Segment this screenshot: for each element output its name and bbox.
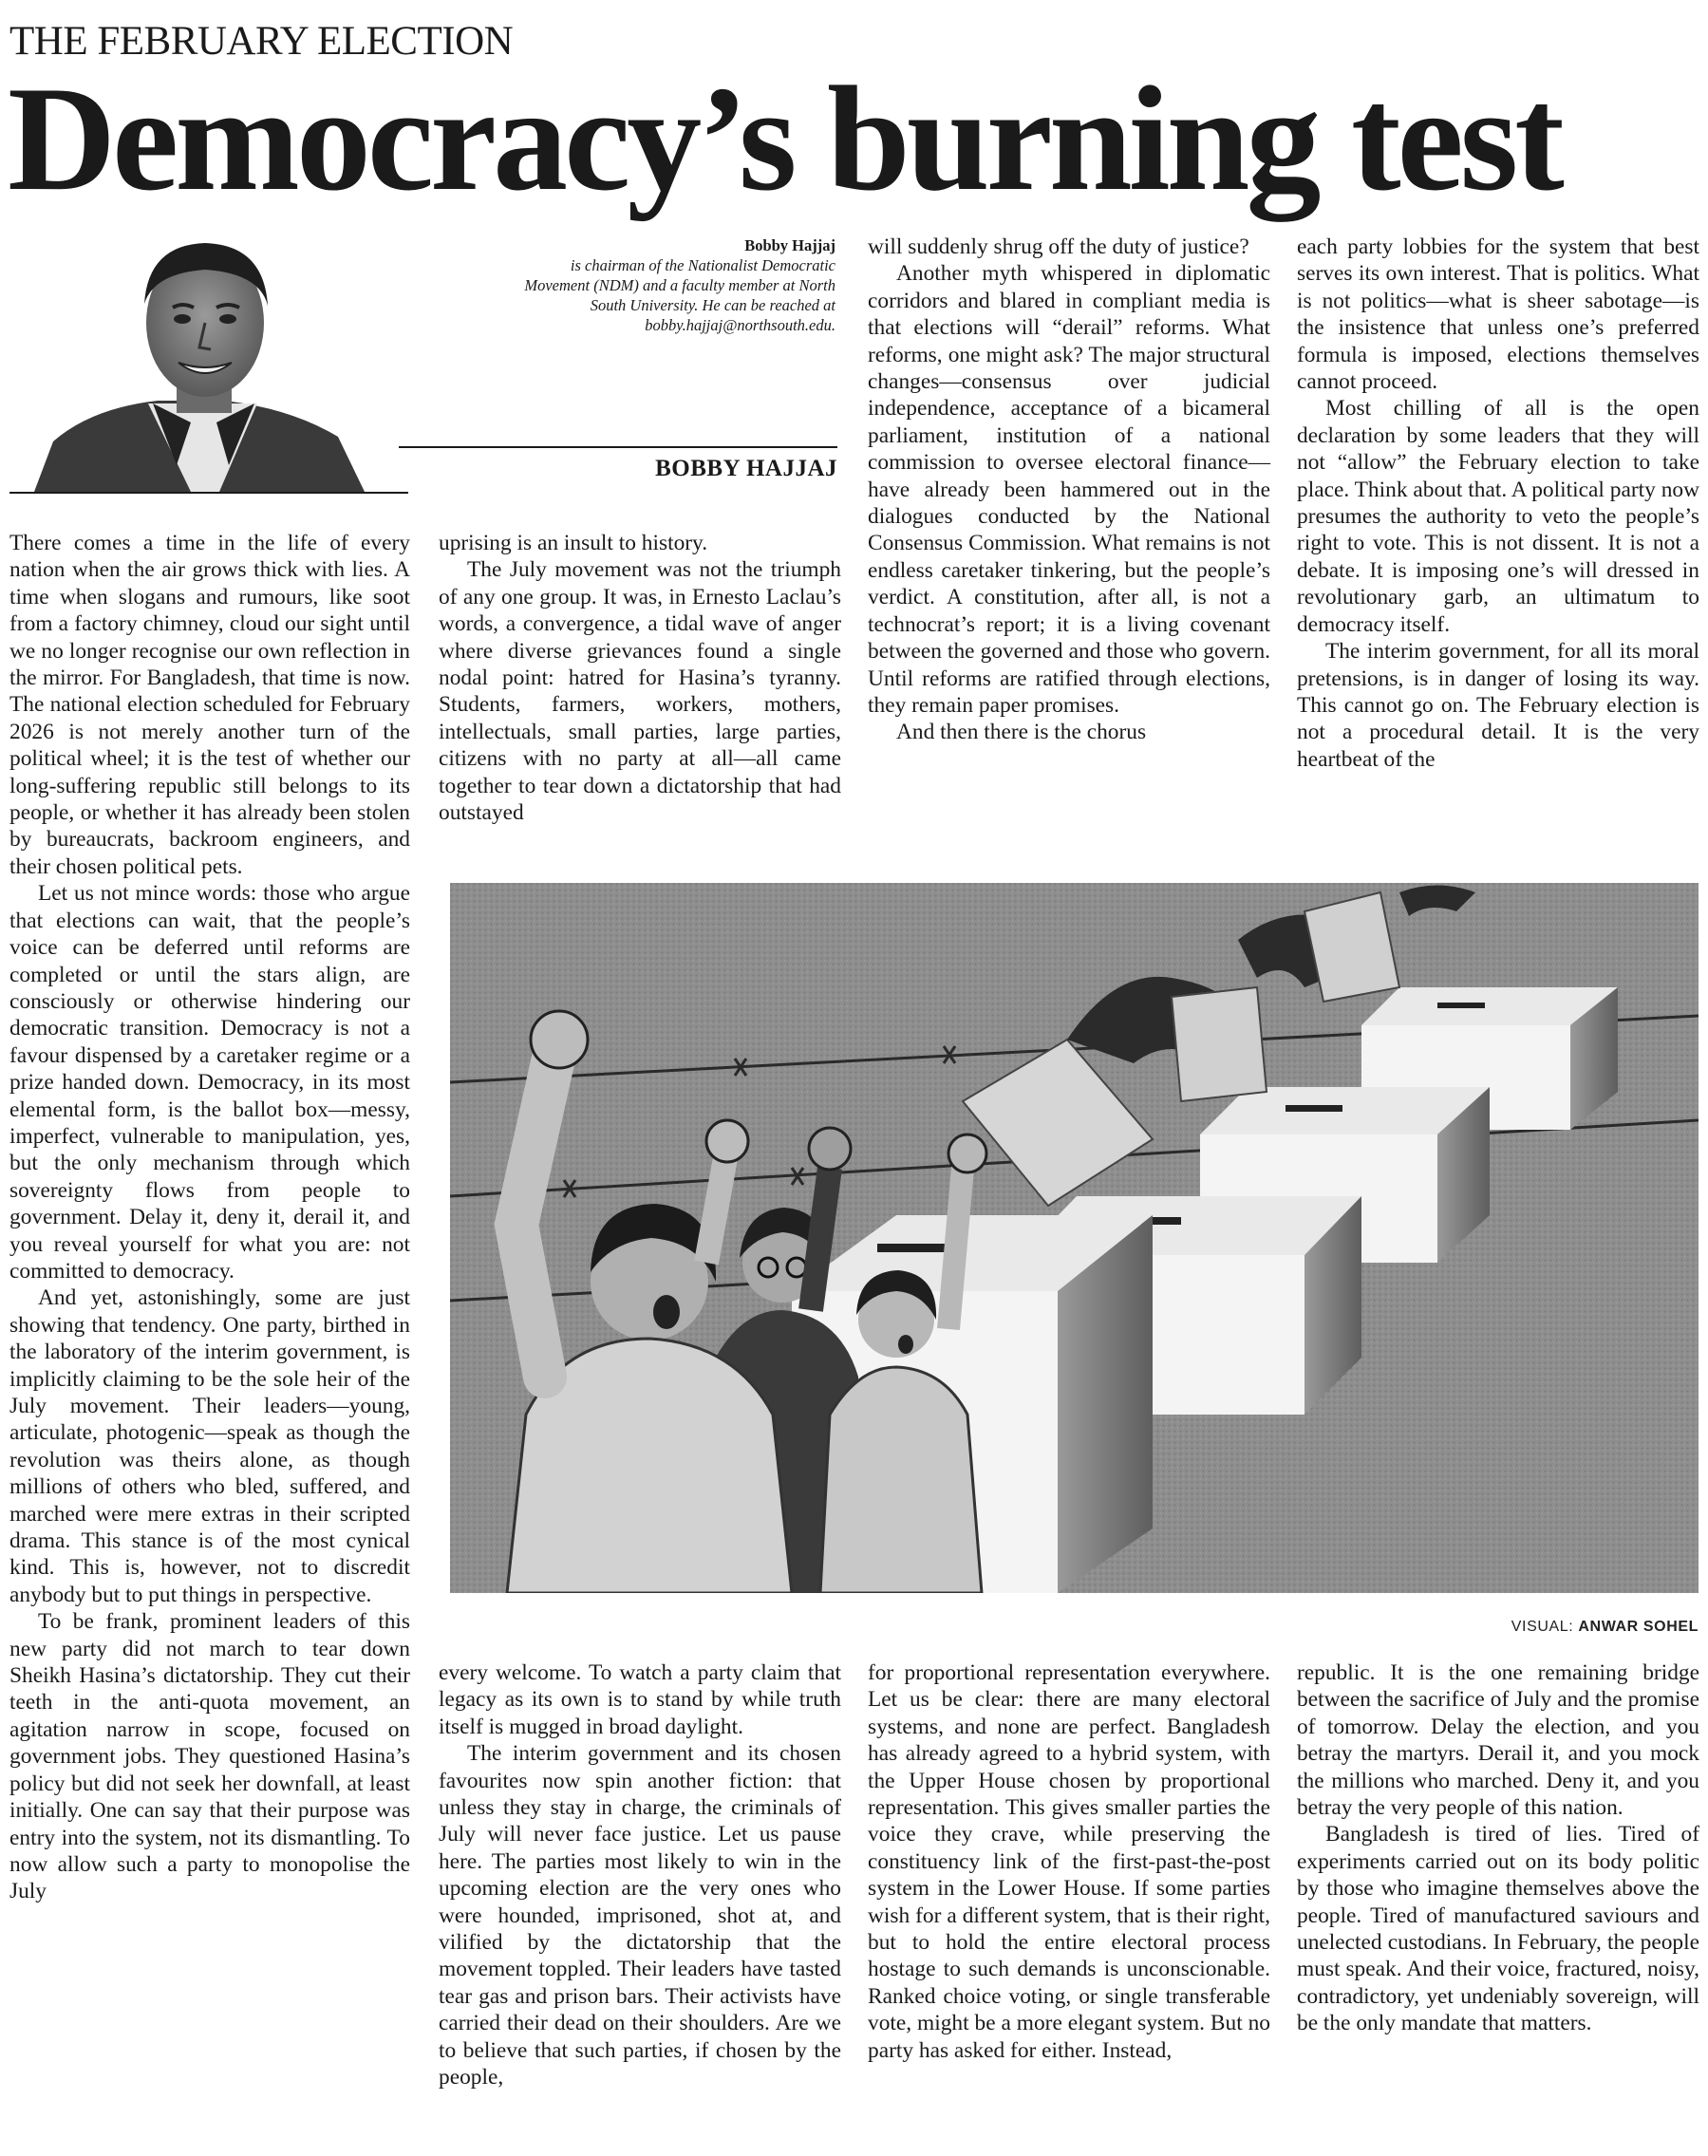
protest-ballot-illustration — [450, 883, 1699, 1593]
paragraph: The interim government and its chosen favourites now spin another fiction: that unless they stay in charge, the criminals of July will never face justice. Let us pause here. The parties most likely to win in the upcoming election are the very ones who were hounded, imprisoned, shot at, and vilified by the dictatorship that the movement toppled. Their leaders have tasted tear gas and prison bars. Their activists have carried their dead on their shoulders. Are we to believe that such parties, if chosen by the people, — [439, 1741, 841, 2090]
paragraph: republic. It is the one remaining bridge between the sacrifice of July and the promise of tomorrow. Delay the election, and you betray the martyrs. Derail it, and you mock the millions who marched. Deny it, and you betray the very people of this nation. — [1297, 1660, 1699, 1821]
column-3-top — [868, 234, 1270, 746]
column-4-top — [1297, 234, 1699, 773]
credit-name: ANWAR SOHEL — [1578, 1619, 1699, 1635]
column-4-bottom — [1297, 1659, 1699, 2037]
paragraph: will suddenly shrug off the duty of justice? — [868, 234, 1249, 259]
paragraph: To be frank, prominent leaders of this new party did not march to tear down Sheikh Hasina’s dictatorship. They cut their teeth in the anti-quota movement, an agitation narrow in scope, focused on government jobs. They questioned Hasina’s policy but did not seek her downfall, at least initially. One can say that their purpose was entry into the system, not its dismantling. To now allow such a party to monopolise the July — [9, 1609, 410, 1904]
column-2-top — [439, 530, 841, 826]
paragraph: for proportional representation everywhere. Let us be clear: there are many electoral systems, and none are perfect. Bangladesh has already agreed to a hybrid system, with the Upper House chosen by proportional representation. This gives smaller parties the voice they crave, while preserving the constituency link of the first-past-the-post system in the Lower House. If some parties wish for a different system, that is their right, but to hold the entire electoral process hostage to such demands is unconscionable. Ranked choice voting, or single transferable vote, might be a more elegant system. But no party has asked for either. Instead, — [868, 1660, 1270, 2063]
column-1 — [9, 530, 410, 1905]
illustration-credit — [1511, 1619, 1699, 1636]
paragraph: There comes a time in the life of every nation when the air grows thick with lies. A time when slogans and rumours, like soot from a factory chimney, cloud our sight until we no longer recognise our own reflection in the mirror. For Bangladesh, that time is now. The national election scheduled for February 2026 is not merely another turn of the political wheel; it is the test of whether our long-suffering republic still belongs to its people, or whether it has already been stolen by bureaucrats, backroom engineers, and their chosen political pets. — [9, 531, 410, 879]
photo-rule — [9, 492, 408, 494]
byline: BOBBY HAJJAJ — [655, 456, 837, 481]
paragraph: And then there is the chorus — [896, 720, 1147, 745]
column-2-bottom — [439, 1659, 841, 2091]
paragraph: each party lobbies for the system that best serves its own interest. That is politics. What is not politics—what is sheer sabotage—is the insistence that unless one’s preferred formula is imposed, elections themselves cannot proceed. — [1297, 234, 1699, 395]
paragraph: uprising is an insult to history. — [439, 531, 708, 555]
paragraph: every welcome. To watch a party claim that legacy as its own is to stand by while truth itself is mugged in broad daylight. — [439, 1660, 841, 1739]
byline-rule — [399, 446, 837, 448]
paragraph: Let us not mince words: those who argue that elections can wait, that the people’s voice can be deferred until reforms are completed or until the stars align, are consciously or otherwise hindering our democratic transition. Democracy is not a favour dispensed by a caretaker regime or a prize handed down. Democracy, in its most elemental form, is the ballot box—messy, imperfect, vulnerable to manipulation, yes, but the only mechanism through which sovereignty flows from people to government. Delay it, deny it, derail it, and you reveal yourself for what you are: not committed to democracy. — [9, 881, 410, 1284]
paragraph: And yet, astonishingly, some are just showing that tendency. One party, birthed in the laboratory of the interim government, is implicitly claiming to be the sole heir of the July movement. Their leaders—young, articulate, photogenic—speak as though the revolution was theirs alone, as though millions of others who bled, suffered, and marched were mere extras in their scripted drama. This stance is of the most cynical kind. This is, however, not to discredit anybody but to put things in perspective. — [9, 1285, 410, 1607]
section-kicker: THE FEBRUARY ELECTION — [9, 19, 514, 64]
paragraph: The July movement was not the triumph of any one group. It was, in Ernesto Laclau’s words, a convergence, a tidal wave of anger where diverse grievances found a single nodal point: hatred for Hasina’s tyranny. Students, farmers, workers, mothers, intellectuals, small parties, large parties, citizens with no party at all—all came together to tear down a dictatorship that had outstayed — [439, 557, 841, 826]
author-bio-text: is chairman of the Nationalist Democratic Movement (NDM) and a faculty member at North South University. He can be reached at bobby.hajjaj@northsouth.edu. — [524, 256, 835, 334]
column-3-bottom — [868, 1659, 1270, 2064]
credit-label: VISUAL: — [1511, 1619, 1574, 1635]
paragraph: Most chilling of all is the open declaration by some leaders that they will not “allow” the February election to take place. Think about that. A political party now presumes the authority to veto the people’s right to vote. This is not dissent. It is not a debate. It is imposing one’s will dressed in revolutionary garb, an ultimatum to democracy itself. — [1297, 396, 1699, 637]
paragraph: The interim government, for all its moral pretensions, is in danger of losing its way. This cannot go on. The February election is not a procedural detail. It is the very heartbeat of the — [1297, 639, 1699, 772]
author-photo — [34, 228, 365, 492]
author-name: Bobby Hajjaj — [744, 236, 835, 254]
author-bio — [520, 235, 835, 335]
paragraph: Bangladesh is tired of lies. Tired of experiments carried out on its body politic by those who imagine themselves above the people. Tired of manufactured saviours and unelected custodians. In February, the people must speak. And their voice, fractured, noisy, contradictory, yet undeniably sovereign, will be the only mandate that matters. — [1297, 1822, 1699, 2036]
paragraph: Another myth whispered in diplomatic corridors and blared in compliant media is that elections will “derail” reforms. What reforms, one might ask? The major structural changes—consensus over judicial independence, acceptance of a bicameral parliament, institution of a national commission to oversee electoral finance—have already been hammered out in the dialogues conducted by the National Consensus Commission. What remains is not endless caretaker tinkering, but the people’s verdict. A constitution, after all, is not a technocrat’s report; it is a living covenant between the governed and those who govern. Until reforms are ratified through elections, they remain paper promises. — [868, 261, 1270, 718]
headline: Democracy’s burning test — [8, 56, 1561, 222]
